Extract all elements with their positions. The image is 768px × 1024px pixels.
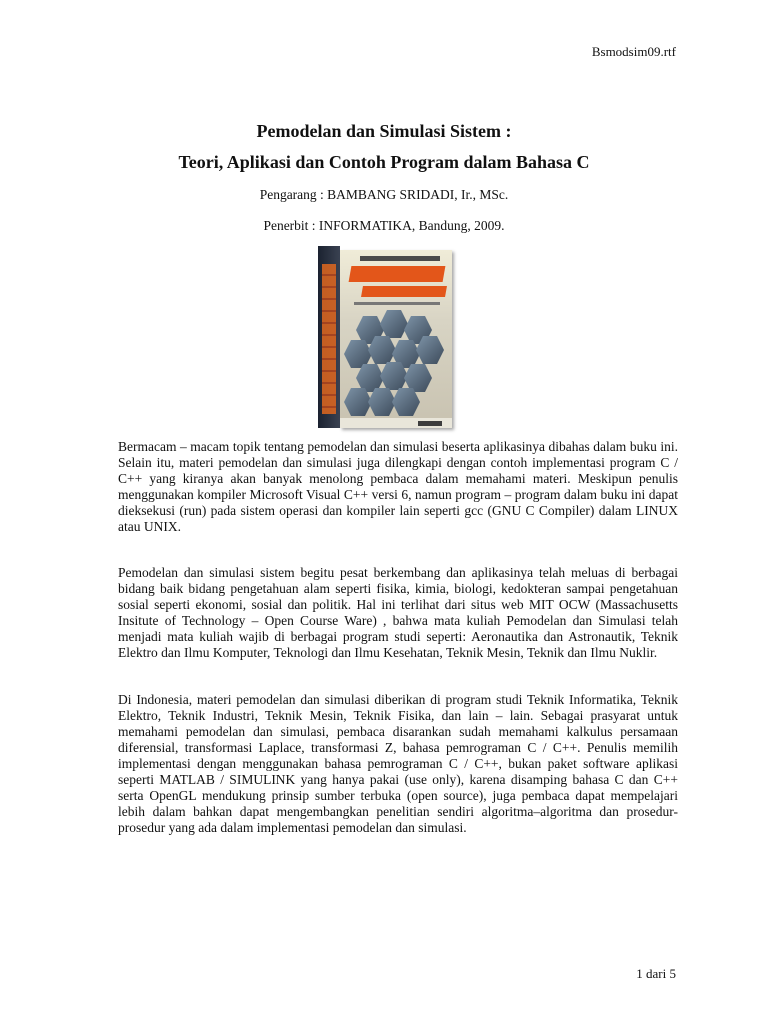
header-filename: Bsmodsim09.rtf xyxy=(591,44,676,59)
book-cover-author-strip xyxy=(360,256,440,261)
book-cover-front xyxy=(340,250,452,428)
cover-hex-photo xyxy=(356,364,384,392)
page-number: 1 dari 5 xyxy=(636,966,676,981)
body-paragraph: Bermacam – macam topik tentang pemodelan dan simulasi beserta aplikasinya dibahas dalam buku ini. Selain itu, materi pemodelan dan simulasi juga dilengkapi dengan contoh implementasi program C / C++ yang kiranya akan banyak menolong pembaca dalam memahami materi. Meskipun penulis menggunakan kompiler Microsoft Visual C++ versi 6, namun program – program dalam buku ini dapat dieksekusi (run) pada sistem operasi dan kompiler lain seperti gcc (GNU C Compiler) dalam LINUX atau UNIX. xyxy=(118,439,678,534)
book-cover-spine xyxy=(318,246,340,428)
book-author: Pengarang : BAMBANG SRIDADI, Ir., MSc. xyxy=(259,187,509,202)
body-paragraph: Di Indonesia, materi pemodelan dan simulasi diberikan di program studi Teknik Informatika, Teknik Elektro, Teknik Industri, Teknik Mesin, Teknik Fisika, dan lain – lain. Sebagai prasyarat untuk memahami pemodelan dan simulasi, pembaca disarankan sudah memahami kalkulus persamaan diferensial, transformasi Laplace, transformasi Z, bahasa pemrograman C / C++. Penulis memilih implementasi dengan menggunakan bahasa pemrograman C / C++, bukan paket software aplikasi seperti MATLAB / SIMULINK yang hanya pakai (use only), karena disamping bahasa C dan C++ serta OpenGL mendukung prinsip sumber terbuka (open source), juga pembaca dapat mempelajari lebih dalam bahkan dapat mengembangkan penelitian sendiri algoritma–algoritma dan prosedur-prosedur yang ada dalam implementasi pemodelan dan simulasi. xyxy=(118,692,678,835)
cover-hex-photo xyxy=(344,388,372,416)
book-cover-tagline xyxy=(354,302,440,305)
body-paragraph: Pemodelan dan simulasi sistem begitu pesat berkembang dan aplikasinya telah meluas di berbagai bidang baik bidang pengetahuan alam seperti fisika, kimia, biologi, kedokteran sampai pengetahuan sosial seperti ekonomi, sosial dan politik. Hal ini terlihat dari situs web MIT OCW (Massachusetts Insitute of Technology – Open Course Ware) , bahwa mata kuliah Pemodelan dan Simulasi telah menjadi mata kuliah wajib di berbagai program studi seperti: Aeronautika dan Astronautik, Teknik Elektro dan Ilmu Komputer, Teknologi dan Ilmu Kesehatan, Teknik Mesin, Teknik dan Ilmu Nuklir. xyxy=(118,565,678,660)
cover-hex-photo xyxy=(368,388,396,416)
book-cover-image xyxy=(318,246,455,433)
document-title-line2: Teori, Aplikasi dan Contoh Program dalam Bahasa C xyxy=(178,152,590,172)
cover-hex-photo xyxy=(380,310,408,338)
cover-hex-photo xyxy=(392,388,420,416)
book-cover-subtitle-block xyxy=(361,286,447,297)
book-cover-spine-text xyxy=(322,264,336,414)
book-publisher: Penerbit : INFORMATIKA, Bandung, 2009. xyxy=(263,218,505,233)
publisher-logo xyxy=(418,421,442,426)
cover-hex-photo xyxy=(404,364,432,392)
book-cover-title-block xyxy=(349,266,446,282)
document-title-line1: Pemodelan dan Simulasi Sistem : xyxy=(256,121,512,141)
cover-hex-photo xyxy=(344,340,372,368)
book-cover-bottom-band xyxy=(340,418,452,428)
